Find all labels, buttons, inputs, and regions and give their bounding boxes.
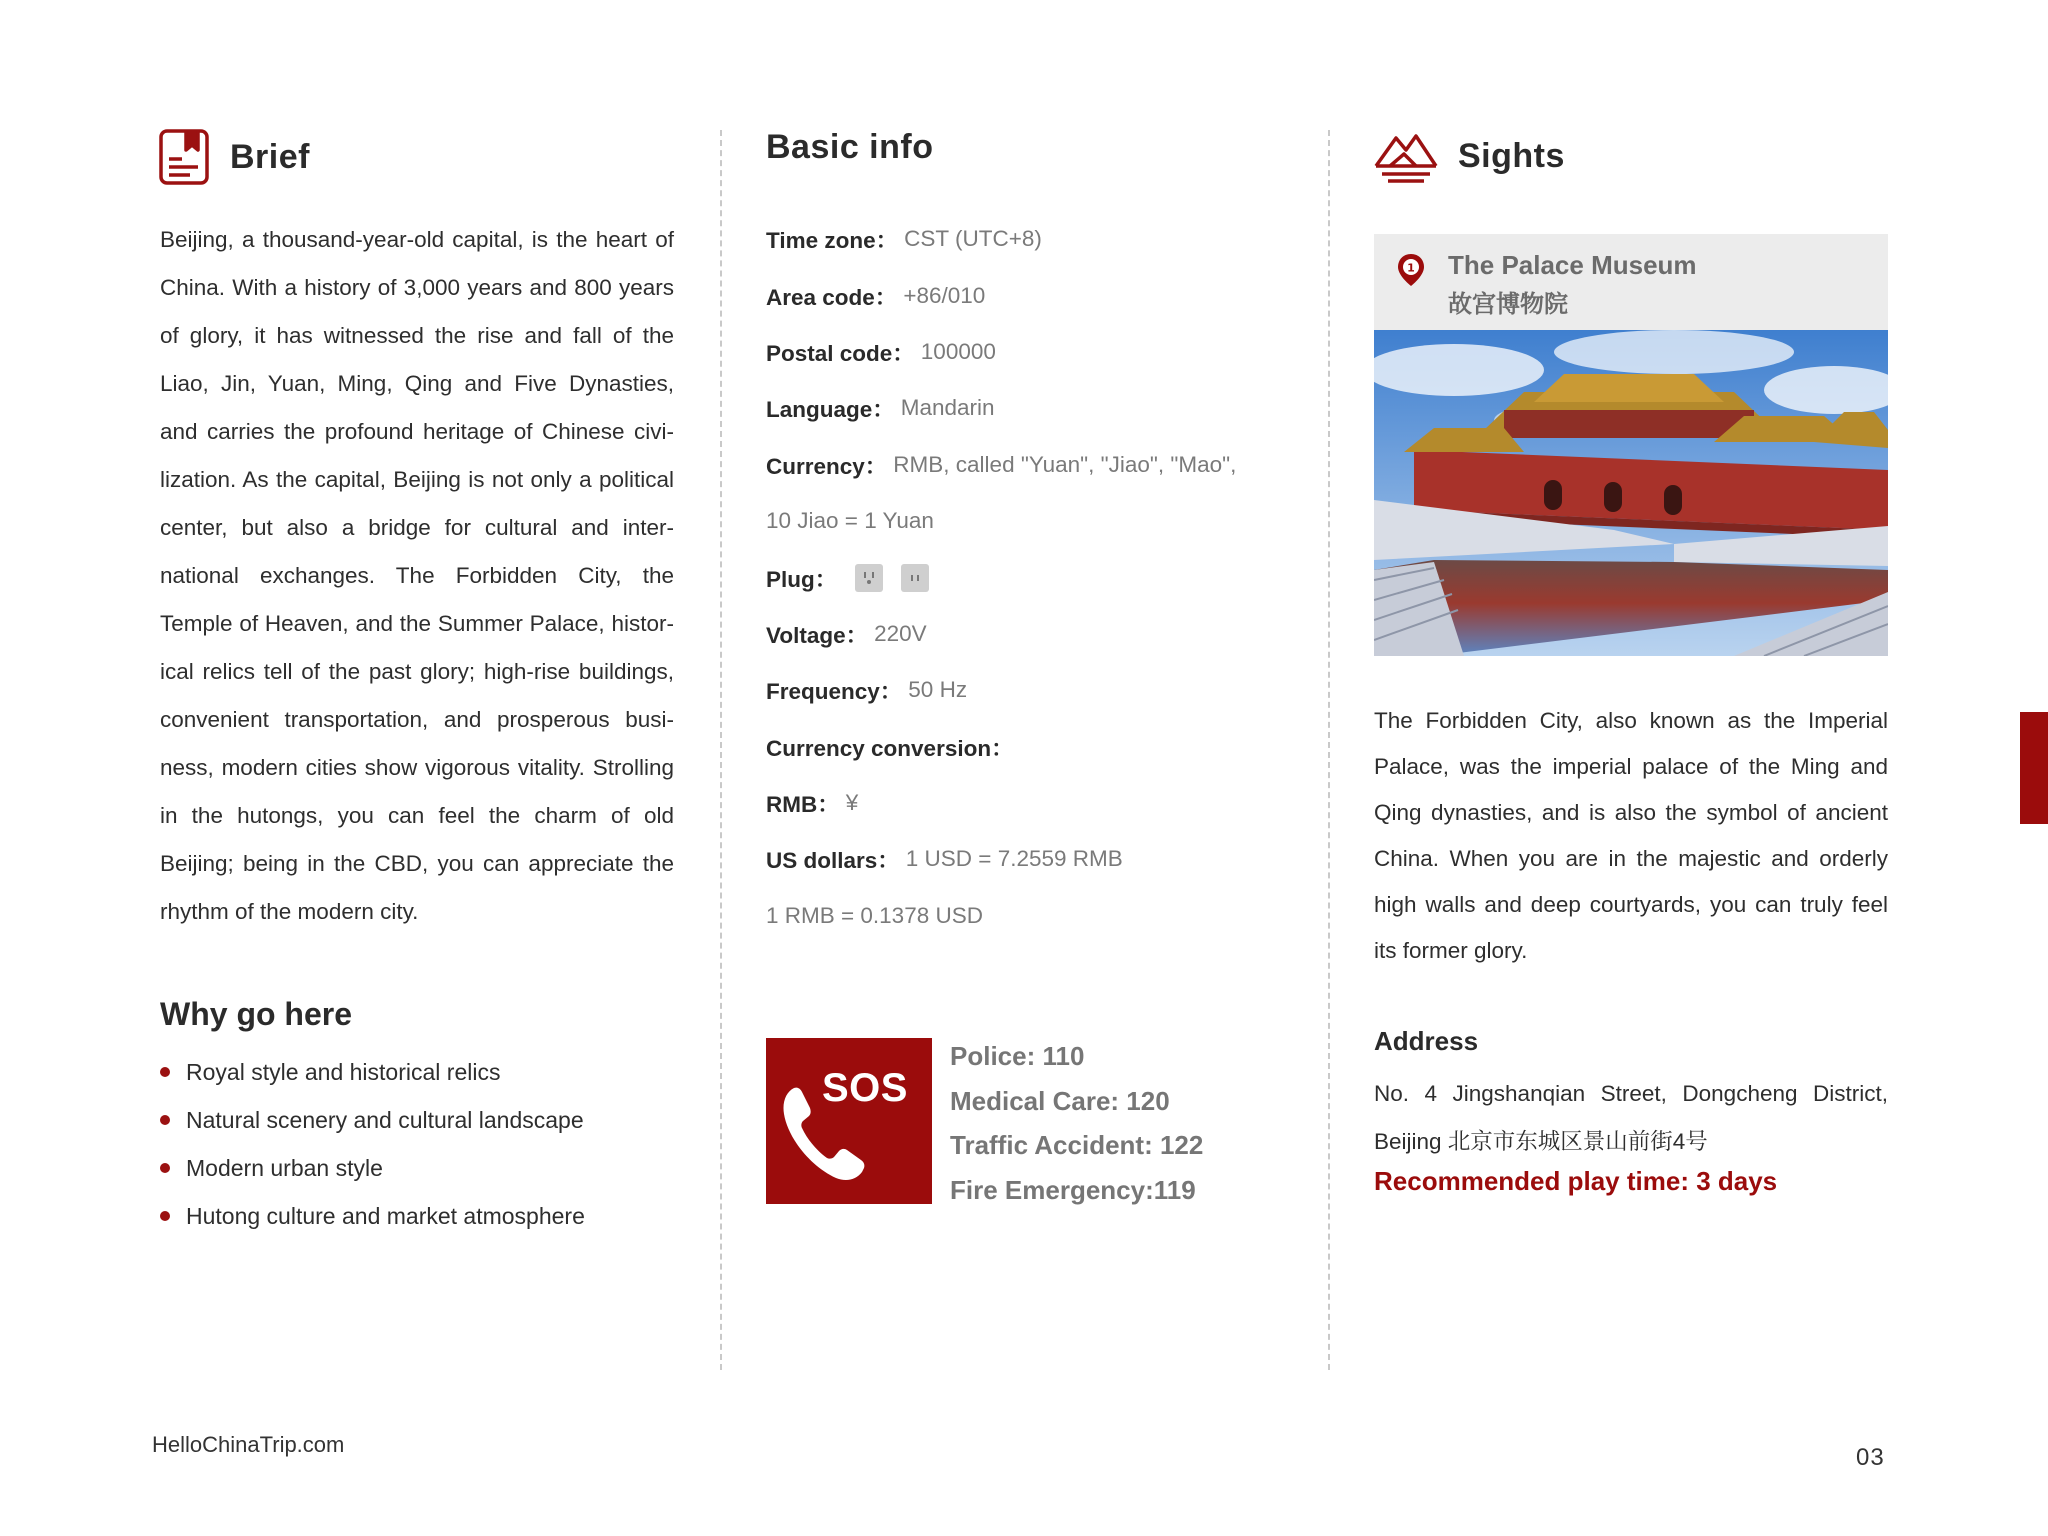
usd-row-cont	[766, 888, 1326, 944]
time-zone-value: CST (UTC+8)	[904, 226, 1042, 252]
sights-header	[1374, 128, 1565, 184]
police-number: Police: 110	[950, 1041, 1085, 1071]
list-item-label: Royal style and historical relics	[186, 1059, 501, 1085]
conversion-row	[766, 719, 1326, 775]
list-item-label: Natural scenery and cultural landscape	[186, 1107, 584, 1133]
plug-row	[766, 549, 1326, 605]
frequency-row	[766, 662, 1326, 718]
list-item	[160, 1048, 585, 1096]
area-code-label: Area code：	[766, 284, 898, 310]
postal-code-label: Postal code：	[766, 340, 915, 366]
usd-value-2: 1 RMB = 0.1378 USD	[766, 902, 983, 928]
footer-website[interactable]: HelloChinaTrip.com	[152, 1432, 345, 1457]
postal-code-row	[766, 324, 1326, 380]
rmb-value: ¥	[845, 790, 859, 816]
time-zone-row	[766, 211, 1326, 267]
fire-number: Fire Emergency:119	[950, 1174, 1196, 1205]
plug-type-a-icon	[855, 564, 883, 592]
list-item	[160, 1192, 585, 1240]
side-tab[interactable]	[2020, 712, 2048, 824]
language-label: Language：	[766, 397, 895, 423]
list-item-label: Hutong culture and market atmosphere	[186, 1203, 585, 1229]
recommended-play-time: Recommended play time: 3 days	[1374, 1166, 1778, 1196]
basic-info-list	[766, 211, 1326, 944]
area-code-value: +86/010	[903, 282, 986, 308]
emergency-numbers	[950, 1034, 1203, 1212]
brief-header	[158, 128, 310, 186]
rmb-label: RMB：	[766, 792, 840, 818]
traffic-number: Traffic Accident: 122	[950, 1130, 1204, 1160]
currency-row-cont	[766, 493, 1326, 549]
why-go-title: Why go here	[160, 996, 353, 1032]
usd-row	[766, 831, 1326, 887]
list-item-label: Modern urban style	[186, 1155, 383, 1181]
column-divider	[1328, 130, 1330, 1370]
address-text: No. 4 Jingshanqian Street, Dongcheng District, Beijing 北京市东城区景山前街4号	[1374, 1081, 1888, 1154]
sos-badge	[766, 1038, 932, 1204]
sos-label: SOS	[822, 1066, 908, 1110]
sight-card-header	[1374, 234, 1888, 330]
sight-card[interactable]	[1374, 234, 1888, 656]
address-title: Address	[1374, 1026, 1479, 1056]
currency-value: RMB, called "Yuan", "Jiao", "Mao",	[893, 451, 1237, 477]
rmb-row	[766, 775, 1326, 831]
usd-label: US dollars：	[766, 848, 900, 874]
mountain-icon	[1374, 128, 1438, 184]
currency-value-2: 10 Jiao = 1 Yuan	[766, 508, 934, 534]
bullet-icon	[160, 1211, 170, 1221]
time-zone-label: Time zone：	[766, 228, 899, 254]
page-number: 03	[1856, 1444, 1885, 1471]
language-row	[766, 380, 1326, 436]
column-divider	[720, 130, 722, 1370]
sight-description: The Forbidden City, also known as the Imperial Palace, was the imperial palace of the Ming and Qing dynasties, and is also the symbol of ancient China. When you are in the majestic and orderly high walls and deep courtyards, you can truly feel its former glory.	[1374, 708, 1888, 963]
usd-value: 1 USD = 7.2559 RMB	[905, 846, 1123, 872]
currency-row	[766, 437, 1326, 493]
sight-name-en: The Palace Museum	[1448, 250, 1697, 280]
plug-type-c-icon	[901, 564, 929, 592]
brief-title: Brief	[230, 137, 310, 176]
pin-number: 1	[1407, 261, 1415, 275]
basic-info-header	[766, 128, 933, 167]
frequency-label: Frequency：	[766, 679, 903, 705]
voltage-label: Voltage：	[766, 622, 869, 648]
palace-museum-photo	[1374, 330, 1888, 656]
bullet-icon	[160, 1163, 170, 1173]
bullet-icon	[160, 1067, 170, 1077]
area-code-row	[766, 267, 1326, 323]
plug-label: Plug：	[766, 566, 838, 592]
why-go-list	[160, 1048, 585, 1240]
list-item	[160, 1144, 585, 1192]
voltage-value: 220V	[874, 620, 927, 646]
brief-paragraph: Beijing, a thousand-year-old capital, is the heart of China. With a history of 3,000 years and 800 years of glory, it has witnessed the rise and fall of the Liao, Jin, Yuan, Ming, Qing and Five Dynasties, and carries the profound heritage of Chinese civilization. As the capital, Beijing is not only a political center, but also a bridge for cultural and international exchanges. The Forbidden City, the Temple of Heaven, and the Summer Palace, historical relics tell of the past glory; high-rise buildings, convenient transportation, and prosperous business, modern cities show vigorous vitality. Strolling in the hutongs, you can feel the charm of old Beijing; being in the CBD, you can appreciate the rhythm of the modern city.	[160, 227, 674, 924]
list-item	[160, 1096, 585, 1144]
sights-title: Sights	[1458, 136, 1565, 175]
postal-code-value: 100000	[920, 338, 996, 364]
document-icon	[158, 128, 210, 186]
frequency-value: 50 Hz	[908, 677, 968, 703]
conversion-label: Currency conversion：	[766, 735, 1014, 761]
location-pin-icon	[1396, 252, 1426, 288]
currency-label: Currency：	[766, 453, 888, 479]
bullet-icon	[160, 1115, 170, 1125]
medical-number: Medical Care: 120	[950, 1085, 1170, 1116]
voltage-row	[766, 606, 1326, 662]
basic-info-title: Basic info	[766, 128, 934, 166]
language-value: Mandarin	[900, 395, 995, 421]
sight-name-zh: 故宫博物院	[1448, 291, 1568, 318]
